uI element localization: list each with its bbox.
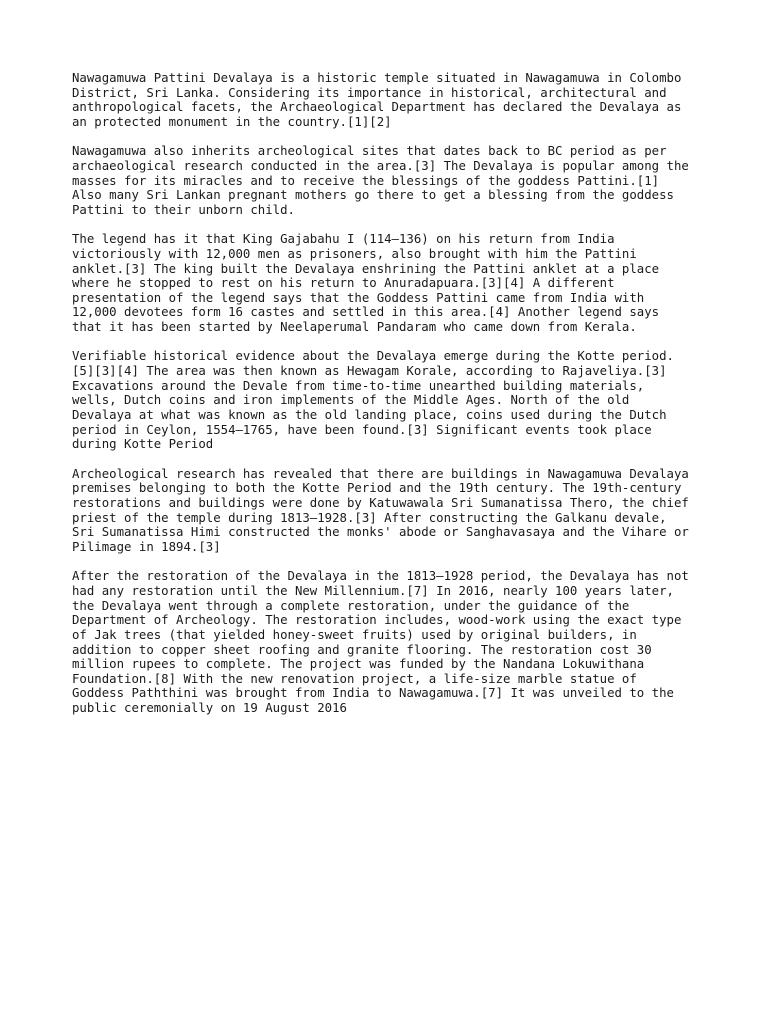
paragraph-restoration: After the restoration of the Devalaya in the 1813–1928 period, the Devalaya has not had any restoration until the New Millennium.[7] In 2016, nearly 100 years later, the Devalaya went through a complete restoration, under the guidance of the Department of Archeology. The restoration includes, wood-work using the exact type of Jak trees (that yielded honey-sweet fruits) used by original builders, in addition to copper sheet roofing and granite flooring. The restoration cost 30 million rupees to complete. The project was funded by the Nandana Lokuwithana Foundation.[8] With the new renovation project, a life-size marble statue of Goddess Paththini was brought from India to Nawagamuwa.[7] It was unveiled to the public ceremonially on 19 August 2016 [72,569,689,716]
document-body [72,71,700,730]
paragraph-legend: The legend has it that King Gajabahu I (114–136) on his return from India victoriously with 12,000 men as prisoners, also brought with him the Pattini anklet.[3] The king built the Devalaya enshrining the Pattini anklet at a place where he stopped to rest on his return to Anuradapuara.[3][4] A different presentation of the legend says that the Goddess Pattini came from India with 12,000 devotees form 16 castes and settled in this area.[4] Another legend says that it has been started by Neelaperumal Pandaram who came down from Kerala. [72,232,660,335]
paragraph-buildings: Archeological research has revealed that there are buildings in Nawagamuwa Devalaya premises belonging to both the Kotte Period and the 19th century. The 19th-century restorations and buildings were done by Katuwawala Sri Sumanatissa Thero, the chief priest of the temple during 1813–1928.[3] After constructing the Galkanu devale, Sri Sumanatissa Himi constructed the monks' abode or Sanghavasaya and the Vihare or Pilimage in 1894.[3] [72,466,689,554]
paragraph-intro: Nawagamuwa Pattini Devalaya is a historic temple situated in Nawagamuwa in Colombo District, Sri Lanka. Considering its importance in historical, architectural and anthropological facets, the Archaeological Department has declared the Devalaya as an protected monument in the country.[1][2] [72,71,682,129]
paragraph-historical-evidence: Verifiable historical evidence about the Devalaya emerge during the Kotte period. [5][3][4] The area was then known as Hewagam Korale, according to Rajaveliya.[3] Excavations around the Devale from time-to-time unearthed building materials, wells, Dutch coins and iron implements of the Middle Ages. North of the old Devalaya at what was known as the old landing place, coins used during the Dutch period in Ceylon, 1554–1765, have been found.[3] Significant events took place during Kotte Period [72,349,674,452]
paragraph-archeological-sites: Nawagamuwa also inherits archeological sites that dates back to BC period as per archaeological research conducted in the area.[3] The Devalaya is popular among the masses for its miracles and to receive the blessings of the goddess Pattini.[1] Also many Sri Lankan pregnant mothers go there to get a blessing from the goddess Pattini to their unborn child. [72,144,689,217]
